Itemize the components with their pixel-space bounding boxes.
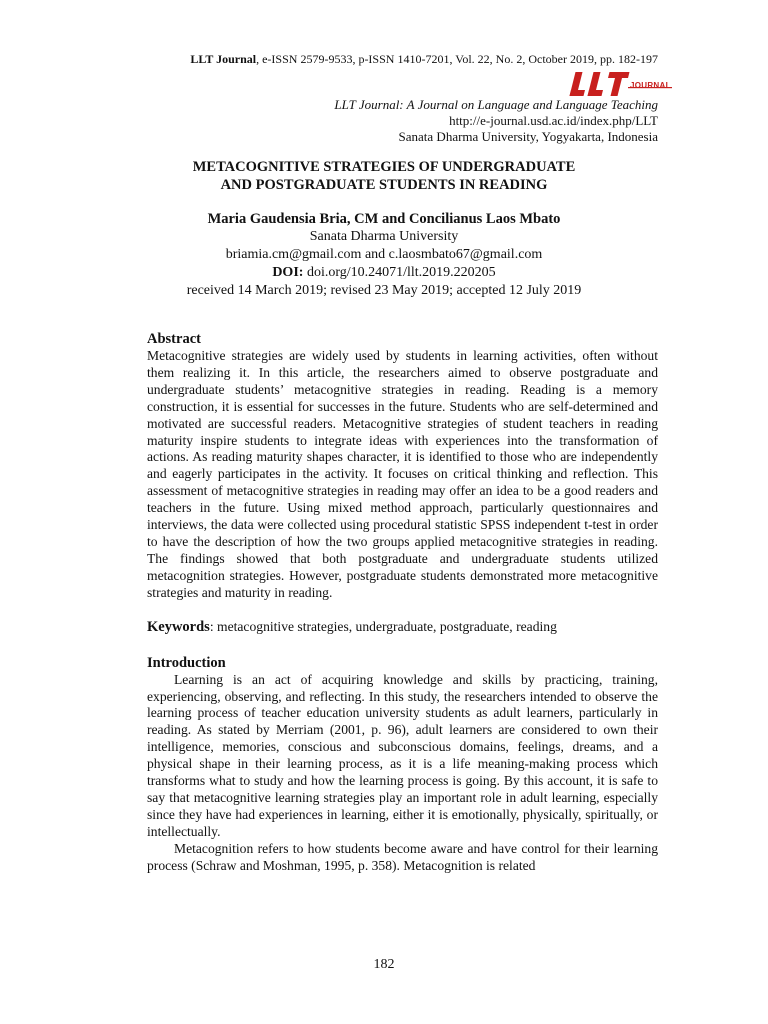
author-emails[interactable]: briamia.cm@gmail.com and c.laosmbato67@gmail.com [225,247,543,262]
keywords-label: Keywords [147,618,210,635]
doi-value[interactable]: doi.org/10.24071/llt.2019.220205 [303,265,496,280]
page-number: 182 [373,957,395,972]
article-header [110,158,658,300]
author-affiliation: Sanata Dharma University [309,229,459,244]
article-body [147,330,658,874]
doi-label: DOI: [272,265,304,280]
running-head-journal: LLT Journal [190,52,257,66]
running-head [190,52,658,67]
article-title [110,158,658,194]
introduction-paragraph-1: Learning is an act of acquiring knowledge and skills by practicing, training, experiencing, observing, and reflecting. In this study, the researchers intended to observe the learning process of teacher education university students as adult learners, particularly in reading. As stated by Merriam (2001, p. 96), adult learners are considered to own their intelligence, memories, conscious and subconscious domains, feelings, dreams, and a physical shape in their learning process, as it is a life meaning-making process which transforms what to study and how the learning process is going. By this account, it is safe to say that metacognitive learning strategies play an important role in adult learning, especially since they have had experiences in learning, either it is emotionally, physically, spiritually, or intellectually. [147,671,658,839]
logo-letter-l1-foot [570,90,585,96]
logo-word: JOURNAL [630,81,671,90]
article-dates: received 14 March 2019; revised 23 May 2019; accepted 12 July 2019 [186,283,582,298]
running-head-details: , e-ISSN 2579-9533, p-ISSN 1410-7201, Vol. 22, No. 2, October 2019, pp. 182-197 [256,52,658,66]
introduction-heading: Introduction [147,654,226,671]
logo-letter-l2-foot [588,90,603,96]
journal-url[interactable]: http://e-journal.usd.ac.id/index.php/LLT [449,113,658,128]
abstract-text: Metacognitive strategies are widely used by students in learning activities, often without them realizing it. In this article, the researchers aimed to observe postgraduate and undergraduate students’ metacognitive strategies in reading. Reading is a memory construction, it is essential for successes in the future. Students who are self-determined and motivated are successful readers. Metacognitive strategies of student teachers in reading maturity inspire students to integrate ideas with experiences into the transformation of actions. As reading maturity shapes character, it is identified to those who are independently and eagerly participates in the activity. It focuses on critical thinking and reflection. This assessment of metacognitive strategies in reading may offer an idea to be a good readers and teachers in the future. Using mixed method approach, particularly questionnaires and interviews, the data were collected using procedural statistic SPSS independent t-test in order to have the description of how the two groups applied metacognitive strategies in reading. The findings showed that both postgraduate and undergraduate students utilized metacognition strategies. However, postgraduate students demonstrated more metacognitive strategies and maturity in reading. [147,348,658,600]
journal-university: Sanata Dharma University, Yogyakarta, Indonesia [398,129,658,144]
keywords [147,618,658,636]
title-line-2: AND POSTGRADUATE STUDENTS IN READING [220,177,548,193]
abstract-heading: Abstract [147,331,201,347]
title-line-1: METACOGNITIVE STRATEGIES OF UNDERGRADUATE [192,159,576,175]
journal-name: LLT Journal: A Journal on Language and Language Teaching [334,97,658,112]
keywords-text: : metacognitive strategies, undergraduate, postgraduate, reading [209,618,557,634]
article-authors: Maria Gaudensia Bria, CM and Concilianus Laos Mbato [207,211,561,227]
article-doi[interactable] [110,264,658,282]
journal-meta [334,97,658,145]
introduction-paragraph-2: Metacognition refers to how students become aware and have control for their learning process (Schraw and Moshman, 1995, p. 358). Metacognition is related [147,840,658,873]
